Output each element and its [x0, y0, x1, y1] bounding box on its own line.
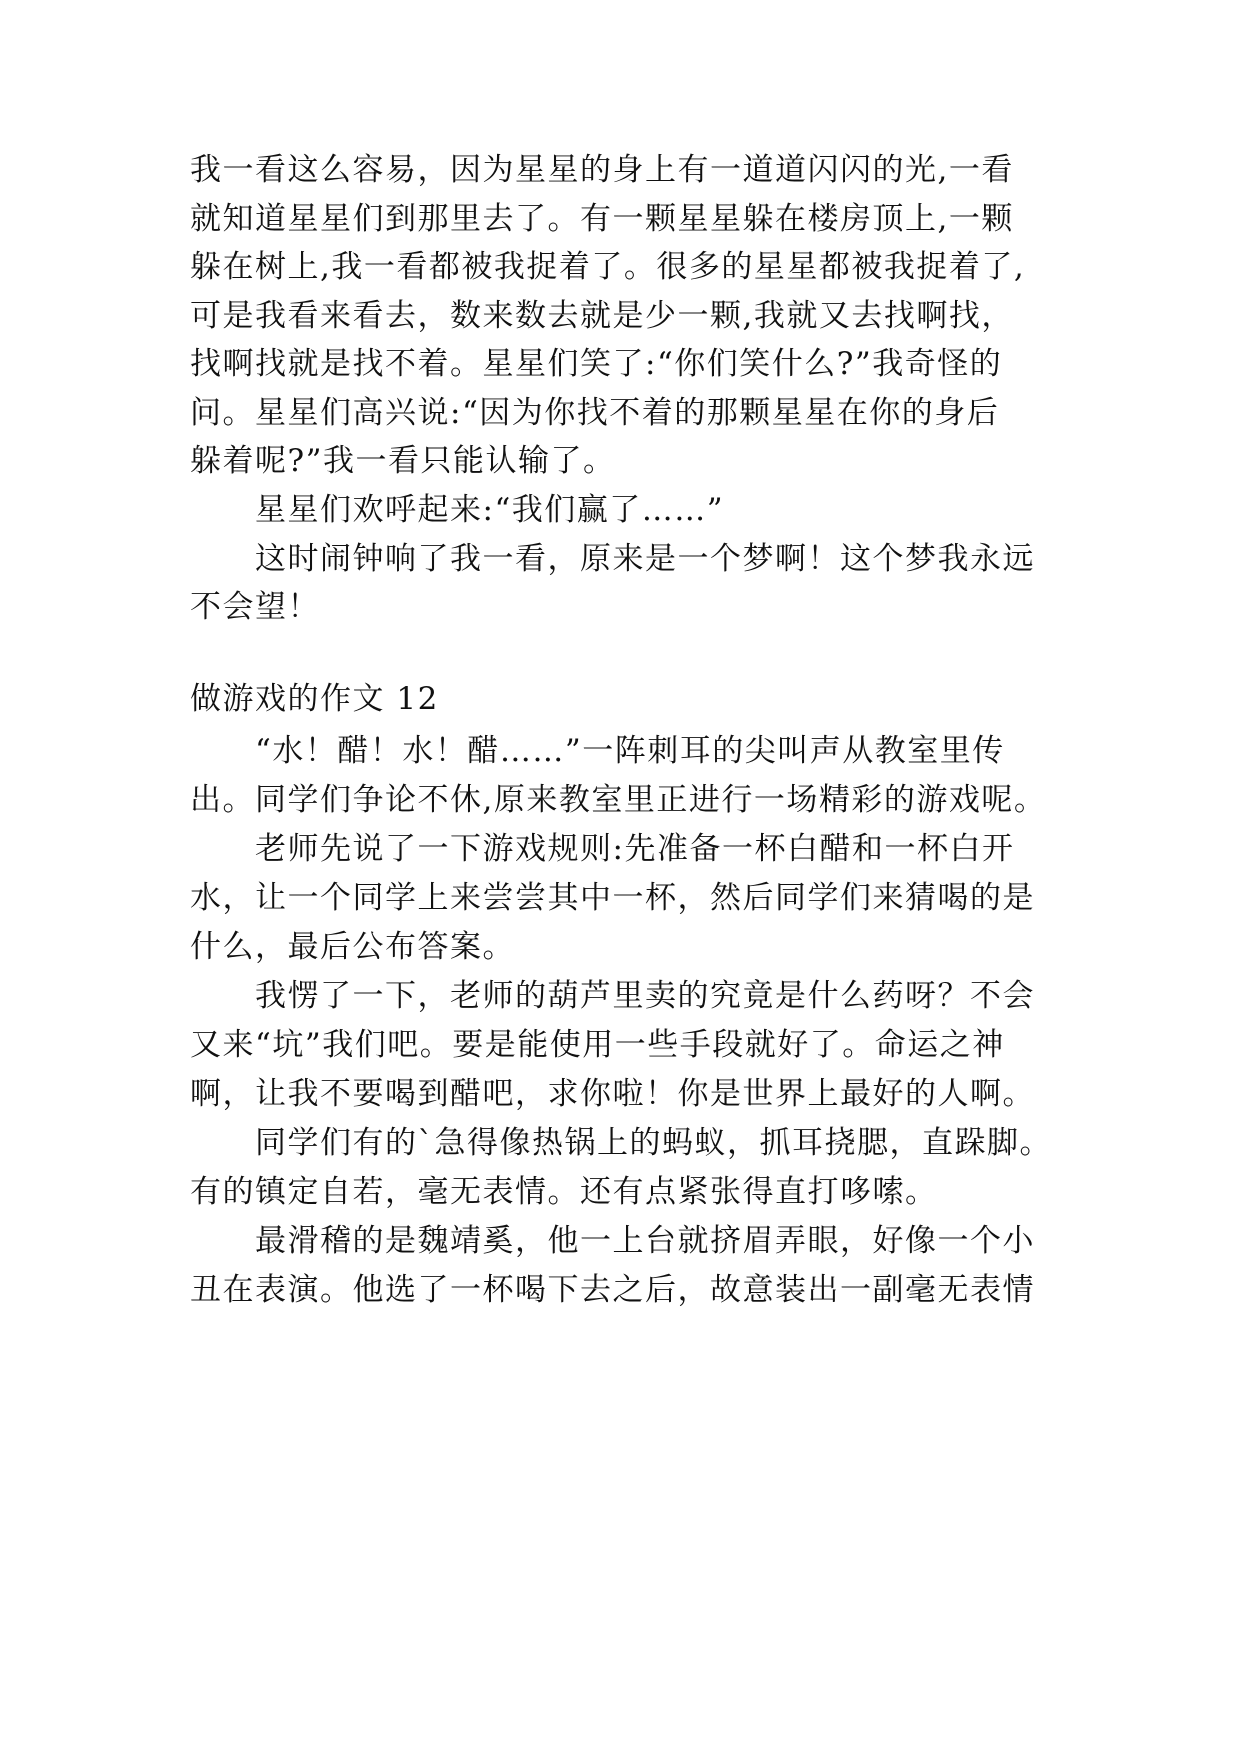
text-line: 什么，最后公布答案。: [190, 929, 515, 965]
text-line: 我一看这么容易，因为星星的身上有一道道闪闪的光,一看: [190, 152, 1014, 188]
text-line: 星星们欢呼起来:“我们赢了……”: [255, 492, 725, 528]
text-line: 可是我看来看去，数来数去就是少一颗,我就又去找啊找，: [190, 298, 1014, 334]
text-line: “水！醋！水！醋……”一阵刺耳的尖叫声从教室里传: [255, 733, 1005, 769]
text-line: 就知道星星们到那里去了。有一颗星星躲在楼房顶上,一颗: [190, 201, 1014, 237]
text-line: 最滑稽的是魏靖奚，他一上台就挤眉弄眼，好像一个小: [255, 1223, 1035, 1259]
text-line: 啊，让我不要喝到醋吧，求你啦！你是世界上最好的人啊。: [190, 1076, 1035, 1112]
text-line: 不会望！: [190, 589, 320, 625]
text-line: 同学们有的`急得像热锅上的蚂蚁，抓耳挠腮，直跺脚。: [255, 1125, 1052, 1161]
text-line: 出。同学们争论不休,原来教室里正进行一场精彩的游戏呢。: [190, 782, 1047, 818]
text-line: 老师先说了一下游戏规则:先准备一杯白醋和一杯白开: [255, 831, 1015, 867]
text-line: 又来“坑”我们吧。要是能使用一些手段就好了。命运之神: [190, 1027, 1005, 1063]
text-line: 找啊找就是找不着。星星们笑了:“你们笑什么?”我奇怪的: [190, 346, 1003, 382]
section-heading: 做游戏的作文 12: [190, 681, 439, 717]
text-line: 这时闹钟响了我一看，原来是一个梦啊！这个梦我永远: [255, 541, 1035, 577]
text-line: 丑在表演。他选了一杯喝下去之后，故意装出一副毫无表情: [190, 1272, 1035, 1308]
text-line: 躲着呢?”我一看只能认输了。: [190, 443, 616, 479]
text-line: 有的镇定自若，毫无表情。还有点紧张得直打哆嗦。: [190, 1174, 938, 1210]
text-line: 水，让一个同学上来尝尝其中一杯，然后同学们来猜喝的是: [190, 880, 1035, 916]
text-line: 我愣了一下，老师的葫芦里卖的究竟是什么药呀？不会: [255, 978, 1035, 1014]
text-line: 问。星星们高兴说:“因为你找不着的那颗星星在你的身后: [190, 395, 1000, 431]
text-line: 躲在树上,我一看都被我捉着了。很多的星星都被我捉着了,: [190, 249, 1026, 285]
